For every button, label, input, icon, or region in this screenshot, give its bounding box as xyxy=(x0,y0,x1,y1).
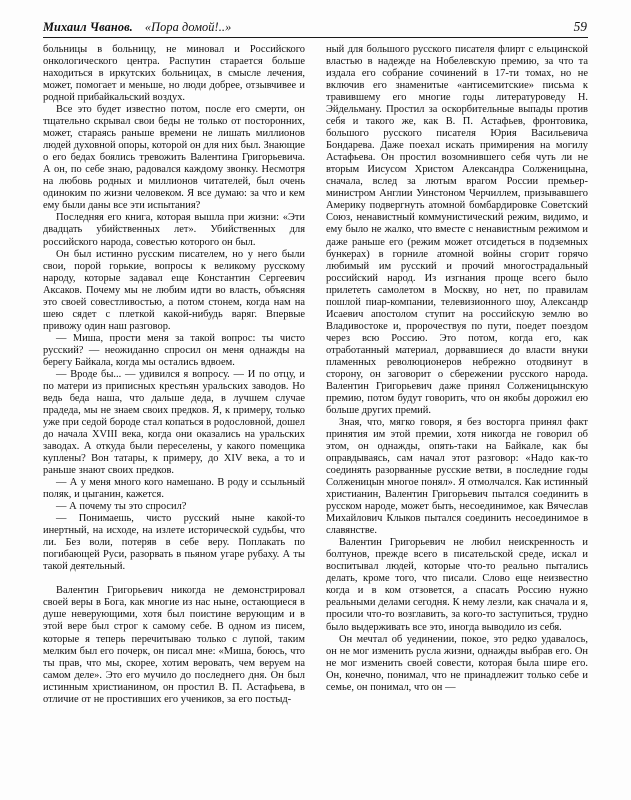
running-head xyxy=(43,19,588,38)
running-head-left xyxy=(43,20,231,35)
page-number: 59 xyxy=(573,19,587,34)
paragraph: Он мечтал об уединении, покое, это редко удавалось, он не мог изменить русла жизни, однажды выбрав его. Он не мог изменить своей совести, которая была шире его. Он, конечно, понимал, что не принадлежит только себе и семье, он понимал, что он — xyxy=(326,633,588,693)
paragraph: — Вроде бы... — удивился я вопросу. — И по отцу, и по матери из приписных крестьян уральских заводов. Но ведь беда наша, что дальше деда, в лучшем случае прадеда, мы не знаем своих предков. Я, к примеру, только уже при седой бороде стал копаться в родословной, дошел до начала XVIII века, когда они оказались на уральских заводах. А откуда были переселены, у какого помещика куплены? Вон татары, к примеру, до XIV века, а то и раньше знают своих предков. xyxy=(43,368,305,477)
paragraph: больницы в больницу, не миновал и Российского онкологического центра. Распутин старается больше находиться в иркутских больницах, в смысле лечения, может, помогает и меньше, но люди добрее, отзывчивее и родной прибайкальский воздух. xyxy=(43,44,305,104)
paragraph: — А почему ты это спросил? xyxy=(56,501,187,513)
body-columns xyxy=(43,44,588,789)
paragraph: Он был истинно русским писателем, но у него были свои, порой горькие, вопросы к великому русскому народу, которые задавал еще Константин Сергеевич Аксаков. Почему мы не любим идти во власть, объясняя это своей совестливостью, а потом стонем, когда нам на шею сядет с плеткой какой-нибудь варяг. Впервые привожу один наш разговор. xyxy=(43,248,305,332)
paragraph: Валентин Григорьевич не любил неискренность и болтунов, прежде всего в писательской среде, искал и воспитывал людей, которые что-то реально пытались делать, кроме того, что писали. Слово еще неизвестно когда и в ком отзовется, а спасать Россию нужно реальными делами сегодня. К нему лезли, как сначала и я, просили что-то возглавить, за кого-то заступиться, трудно было выдерживать все это, иногда выводило из себя. xyxy=(326,537,588,633)
paragraph: — А у меня много кого намешано. В роду и ссыльный поляк, и цыганин, кажется. xyxy=(43,477,305,501)
paragraph: Все это будет известно потом, после его смерти, он тщательно скрывал свои беды не только от посторонних, может, стараясь раньше времени не лишать миллионов людей духовной опоры, которой он для них был. Знающие о его бедах боялись тревожить Валентина Григорьевича. А он, по себе знаю, радовался каждому звонку. Несмотря на любовь родных и миллионов читателей, был очень одиноким по жизни человеком. Я все думаю: за что и кем ему были даны все эти испытания? xyxy=(43,104,305,212)
paragraph: ный для большого русского писателя флирт с ельцинской властью в надежде на Нобелевскую премию, за что та издала его собрание сочинений в 17-ти томах, но не включив его знаменитые «антисемитские» письма к травившему его многие годы литературоведу Н. Эйдельману. Простил за оскорбительные выпады против себя и такого же, как В. П. Астафьев, фронтовика, большого русского писателя Юрия Васильевича Бондарева. Даже поехал искать примирения на могилу Астафьева. Он простил возомнившего себя чуть ли не вторым Иисусом Христом Александра Солженицына, сначала, вслед за лютым врагом России премьер-министром Англии Уинстоном Черчиллем, призывавшего Америку подвергнуть атомной бомбардировке Советский Союз, ненавистный коммунистический режим, видимо, и ему было не жалко, что вместе с ненавистным режимом и даже раньше его (режим может отсидеться в подземных бункерах) в горниле атомной войны сгорит горячо любимый им русский и прочий многострадальный российский народ. Из изгнания проще всего было прилететь самолетом в Москву, но нет, по правилам пошлой пиар-компании, телевизионного шоу, Александр Исаевич апостолом ступит на российскую землю во Владивостоке и, пророчествуя по пути, поедет поездом через всю Россию. Это потом, когда его, как отработанный материал, дорвавшиеся до власти внуки пламенных революционеров небрежно отодвинут в сторону, он заговорит о сбережении русского народа. Валентин Григорьевич даже принял Солженицынскую премию, потом будут говорить, что он якобы дорожил ею больше других премий. xyxy=(326,44,588,416)
running-head-title: «Пора домой!..» xyxy=(144,20,232,34)
paragraph: Последняя его книга, которая вышла при жизни: «Эти двадцать убийственных лет». Убийственных для российского народа, совестью которого он был. xyxy=(43,212,305,248)
right-column xyxy=(326,44,588,789)
running-head-author: Михаил Чванов. xyxy=(43,20,133,34)
paragraph: — Миша, прости меня за такой вопрос: ты чисто русский? — неожиданно спросил он меня однажды на берегу Байкала, когда мы остались вдвоем. xyxy=(43,332,305,368)
section-paragraph: Валентин Григорьевич никогда не демонстрировал своей веры в Бога, как многие из нас ныне, остающиеся в душе неверующими, хотя был поистине верующим и в этой вере был строг к самому себе. В одном из писем, которые я теперь перечитываю только с лупой, таким мелким был его почерк, он писал мне: «Миша, боюсь, что ты прав, что мы, скорее, хотим веровать, чем веруем на самом деле». Это его мучило до последнего дня. Он был истинным христианином, он простил В. П. Астафьева, в отличие от не простивших его учеников, за его постыд- xyxy=(43,585,305,705)
left-column xyxy=(43,44,305,789)
paragraph: Зная, что, мягко говоря, я без восторга принял факт принятия им этой премии, хотя никогда не говорил об этом, он однажды, опять-таки на Байкале, как бы оправдываясь, сам начал этот разговор: «Надо как-то соединять разорванные русские ветви, в последние годы Солженицын многое понял». Я отмолчался. Как истинный христианин, Валентин Григорьевич пытался соединить в русском народе, может быть, несоединимое, как Вячеслав Михайлович Клыков пытался соединить несоединимое в славянстве. xyxy=(326,416,588,537)
paragraph: — Понимаешь, чисто русский ныне какой-то инертный, на исходе, на излете исторической судьбы, что ли. Без воли, потеряв в себе веру. Поплакать по погибающей Руси, разорвать в пьяном угаре рубаху. А ты такой деятельный. xyxy=(43,513,305,573)
